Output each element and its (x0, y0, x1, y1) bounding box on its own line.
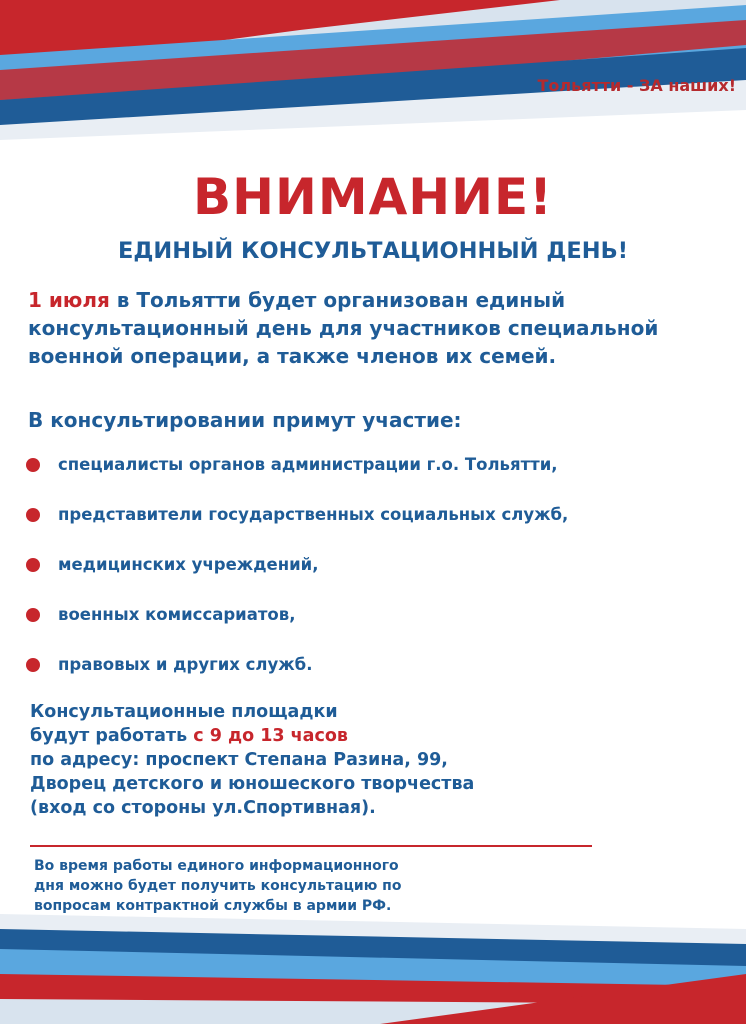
event-date: 1 июля (28, 288, 110, 312)
venue-line: Консультационные площадки (30, 702, 338, 722)
bullet-dot-icon (26, 608, 40, 622)
list-item: специалисты органов администрации г.о. Тольятти, (26, 448, 741, 498)
attention-title: ВНИМАНИЕ! (193, 168, 553, 226)
footnote: Во время работы единого информационного дня можно будет получить консультацию по вопросам контрактной службы в армии РФ. (34, 858, 402, 914)
venue-building: Дворец детского и юношеского творчества (30, 774, 475, 794)
top-banner-decoration (0, 0, 746, 150)
bullet-dot-icon (26, 508, 40, 522)
list-item: военных комиссариатов, (26, 598, 741, 648)
venue-info (30, 700, 720, 820)
working-hours: с 9 до 13 часов (193, 726, 348, 746)
bullet-dot-icon (26, 658, 40, 672)
bullet-dot-icon (26, 458, 40, 472)
tagline: Тольятти - ЗА наших! (537, 76, 736, 95)
bottom-banner-decoration (0, 914, 746, 1024)
intro-paragraph (28, 286, 728, 370)
list-item: правовых и других служб. (26, 648, 741, 698)
bullet-dot-icon (26, 558, 40, 572)
participants-list (26, 448, 741, 698)
event-subtitle: ЕДИНЫЙ КОНСУЛЬТАЦИОННЫЙ ДЕНЬ! (118, 238, 628, 264)
participants-heading: В консультировании примут участие: (28, 408, 462, 432)
intro-text: в Тольятти будет организован единый консультационный день для участников специальной военной операции, а также членов их семей. (28, 288, 659, 368)
venue-entrance: (вход со стороны ул.Спортивная). (30, 798, 376, 818)
list-item: медицинских учреждений, (26, 548, 741, 598)
venue-hours-line: будут работать с 9 до 13 часов (30, 726, 348, 746)
divider (30, 845, 592, 847)
venue-address: по адресу: проспект Степана Разина, 99, (30, 750, 448, 770)
list-item: представители государственных социальных служб, (26, 498, 741, 548)
